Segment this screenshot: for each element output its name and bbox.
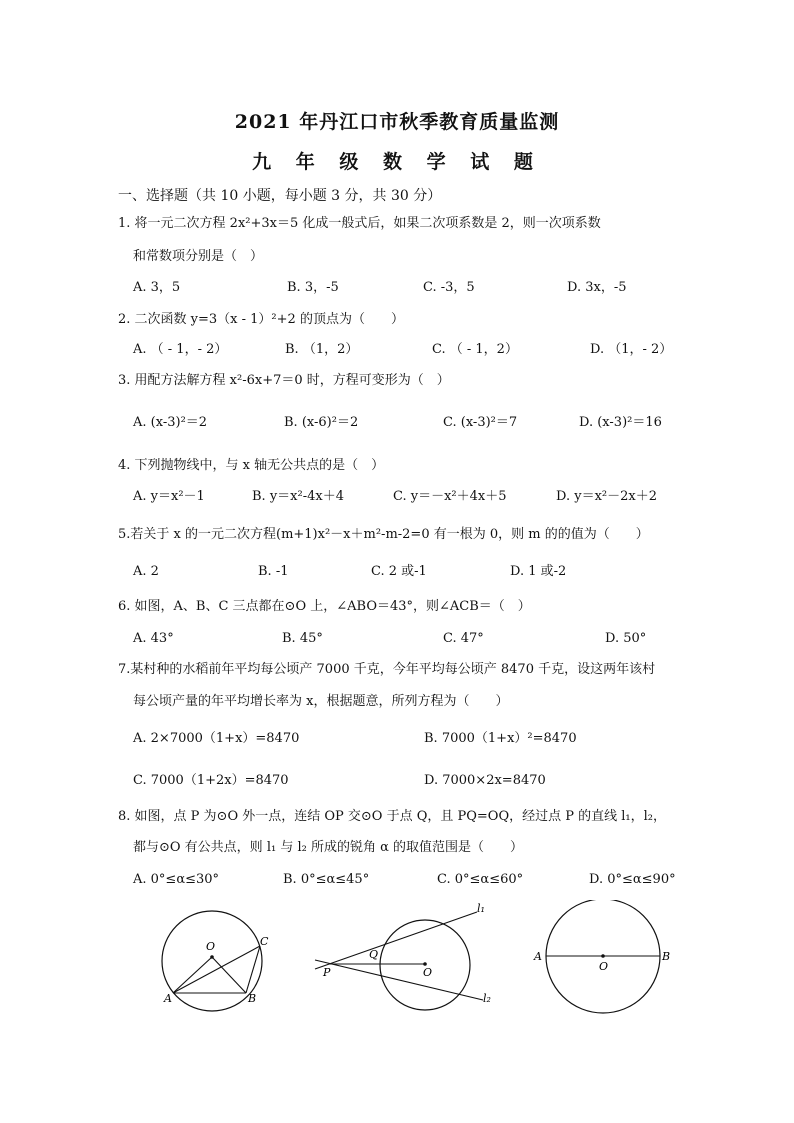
q6-stem: 6. 如图，A、B、C 三点都在⊙O 上，∠ABO＝43°，则∠ACB＝（ ）: [118, 599, 531, 614]
fig2-label-q: Q: [369, 948, 379, 961]
fig2-label-l2: l₂: [483, 992, 491, 1005]
q5-option-d: D. 1 或-2: [510, 564, 567, 579]
q1-option-b: B. 3，-5: [287, 280, 339, 295]
q4-stem: 4. 下列抛物线中，与 x 轴无公共点的是（ ）: [118, 458, 385, 473]
q6-option-b: B. 45°: [282, 631, 323, 646]
q3-option-a: A. (x-3)²＝2: [133, 415, 208, 430]
q2-option-d: D. （1，- 2）: [590, 342, 673, 357]
q7-option-a: A. 2×7000（1+x）=8470: [133, 731, 300, 746]
fig3-label-o: O: [599, 960, 609, 973]
exam-title: 2021 年丹江口市秋季教育质量监测: [234, 111, 560, 133]
q4-option-b: B. y＝x²-4x＋4: [252, 489, 344, 504]
q3-option-b: B. (x-6)²＝2: [284, 415, 359, 430]
fig2-label-l1: l₁: [477, 902, 485, 915]
q8-option-c: C. 0°≤α≤60°: [437, 872, 524, 887]
q4-option-c: C. y＝－x²＋4x＋5: [393, 489, 507, 504]
q5-stem: 5.若关于 x 的一元二次方程(m+1)x²－x＋m²-m-2=0 有一根为 0，则 m 的的值为（ ）: [118, 527, 649, 542]
q5-option-c: C. 2 或-1: [371, 564, 427, 579]
fig1-label-a: A: [164, 992, 172, 1005]
q8-option-d: D. 0°≤α≤90°: [589, 872, 676, 887]
fig1-label-b: B: [248, 992, 257, 1005]
q7-option-b: B. 7000（1+x）²=8470: [424, 731, 577, 746]
q5-option-a: A. 2: [133, 564, 159, 579]
q2-option-b: B. （1，2）: [285, 342, 359, 357]
q8-option-a: A. 0°≤α≤30°: [133, 872, 220, 887]
figure-external-point: [305, 900, 505, 1015]
exam-subtitle: 九 年 级 数 学 试 题: [252, 151, 542, 173]
q1-option-d: D. 3x，-5: [567, 280, 627, 295]
q4-option-a: A. y＝x²－1: [133, 489, 205, 504]
q2-stem: 2. 二次函数 y=3（x - 1）²+2 的顶点为（ ）: [118, 312, 404, 327]
q6-option-a: A. 43°: [133, 631, 174, 646]
section-heading: 一、选择题（共 10 小题，每小题 3 分，共 30 分）: [118, 188, 442, 204]
fig3-label-b: B: [662, 950, 671, 963]
figure-circle-triangle: [150, 905, 290, 1015]
q7-stem-line2: 每公顷产量的年平均增长率为 x，根据题意，所列方程为（ ）: [133, 694, 509, 709]
q6-option-c: C. 47°: [443, 631, 484, 646]
fig2-label-o: O: [423, 966, 433, 979]
q3-option-c: C. (x-3)²＝7: [443, 415, 518, 430]
fig1-label-o: O: [206, 940, 216, 953]
fig1-label-c: C: [260, 935, 269, 948]
q1-stem-line1: 1. 将一元二次方程 2x²+3x＝5 化成一般式后，如果二次项系数是 2，则一次项系数: [118, 216, 601, 231]
fig3-label-a: A: [534, 950, 542, 963]
figure-circle-diameter: [525, 900, 680, 1018]
fig2-label-p: P: [323, 966, 331, 979]
q1-option-c: C. -3，5: [423, 280, 475, 295]
q2-option-c: C. （ - 1，2）: [432, 342, 518, 357]
q3-stem: 3. 用配方法解方程 x²-6x+7＝0 时，方程可变形为（ ）: [118, 373, 450, 388]
q6-option-d: D. 50°: [605, 631, 647, 646]
q7-option-d: D. 7000×2x=8470: [424, 773, 546, 788]
q5-option-b: B. -1: [258, 564, 289, 579]
q7-stem-line1: 7.某村种的水稻前年平均每公顷产 7000 千克，今年平均每公顷产 8470 千克，设这两年该村: [118, 662, 656, 677]
q8-stem-line1: 8. 如图，点 P 为⊙O 外一点，连结 OP 交⊙O 于点 Q，且 PQ=OQ，经过点 P 的直线 l₁，l₂，: [118, 809, 666, 824]
q1-stem-line2: 和常数项分别是（ ）: [133, 249, 264, 264]
q8-option-b: B. 0°≤α≤45°: [283, 872, 370, 887]
q7-option-c: C. 7000（1+2x）=8470: [133, 773, 289, 788]
q3-option-d: D. (x-3)²＝16: [579, 415, 662, 430]
q2-option-a: A. （ - 1，- 2）: [133, 342, 228, 357]
q8-stem-line2: 都与⊙O 有公共点，则 l₁ 与 l₂ 所成的锐角 α 的取值范围是（ ）: [133, 840, 523, 855]
q4-option-d: D. y＝x²－2x＋2: [556, 489, 657, 504]
q1-option-a: A. 3，5: [133, 280, 181, 295]
